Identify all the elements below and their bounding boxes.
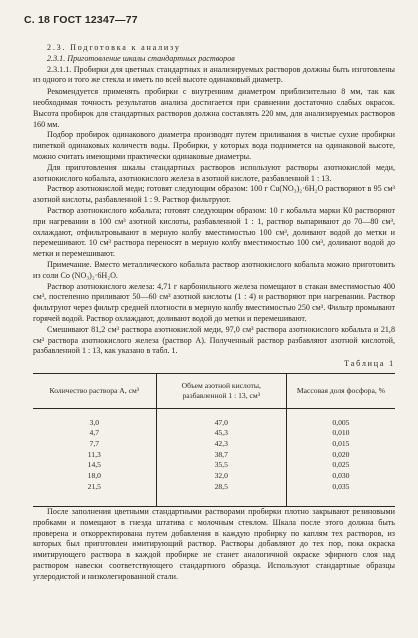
page-header: С. 18 ГОСТ 12347—77: [24, 14, 138, 26]
table-cell: 14,5: [87, 460, 101, 470]
table-cell: 0,025: [286, 460, 395, 471]
table-cell: 32,0: [156, 471, 286, 482]
table-row: [33, 449, 395, 460]
paragraph: Подбор пробирок одинакового диаметра производят путем приливания в чистые сухие пробирки пипеткой одинаковых количеств воды. Пробирки, у которых вода поднимется на одинаковой высоте, можно считать имеющими практически одинаковые диаметры.: [33, 130, 395, 161]
subsection-title: 2.3.1. Приготовление шкалы стандартных растворов: [47, 53, 235, 63]
table-cell: 0,010: [286, 428, 395, 439]
paragraph: Смешивают 81,2 см³ раствора азотнокислой меди, 97,0 см³ раствора азотнокислого кобальта и 21,8 см³ раствора азотнокислого железа (раствор А). Полученный раствор разбавляют азотной кислотой, разбавленной 1 : 13, как указано в табл. 1.: [33, 324, 395, 356]
table-row: [33, 438, 395, 449]
table-cell: 42,3: [156, 438, 286, 449]
table-caption: Таблица 1: [344, 359, 395, 369]
table-row: [33, 471, 395, 482]
paragraph: Рекомендуется применять пробирки с внутренним диаметром приблизительно 8 мм, так как необходимая точность результатов анализа достигается при сравнении достаточно слабых окрасок. Высота пробирок для стандартных растворов должна составлять 220 мм, для анализируемых растворов 160 мм.: [33, 87, 395, 129]
table-cell: 0,015: [286, 438, 395, 449]
table-header-cell: Массовая доля фосфора, %: [286, 373, 395, 408]
paragraph: Раствор азотнокислого кобальта; готовят следующим образом: 10 г кобальта марки К0 растворяют при нагревании в 100 см³ азотной кислоты, разбавленной 1 : 1, раствор выпаривают до 70—80 см³, охлаждают, отфильтровывают в мерную колбу вместимостью 100 см³, доливают водой до метки и перемешивают. 10 см³ раствора переносят в мерную колбу вместимостью 100 см³, доливают водой до метки и перемешивают.: [33, 205, 395, 259]
paragraph: Для приготовления шкалы стандартных растворов используют растворы азотнокислой меди, азотнокислого кобальта, азотнокислого железа в азотной кислоте, разбавленной 1 : 13.: [33, 162, 395, 183]
table-cell: 7,7: [89, 439, 100, 449]
section-title: 2.3. Подготовка к анализу: [47, 43, 181, 52]
table-cell: 4,7: [89, 428, 100, 438]
paragraph: Раствор азотнокислого железа: 4,71 г карбонильного железа помещают в стакан вместимостью 400 см³, постепенно приливают 50—60 см³ азотной кислоты (1 : 4) и растворяют при нагревании. Раствор фильтруют через фильтр средней плотности в мерную колбу вместимостью 250 см³. Фильтр промывают горячей водой. Раствор охлаждают, доливают водой до метки и перемешивают.: [33, 281, 395, 323]
table-cell: 45,3: [156, 428, 286, 439]
table-cell: 28,5: [156, 481, 286, 506]
table-cell: 0,005: [286, 409, 395, 428]
table-row: [33, 481, 395, 506]
paragraph: После заполнения цветными стандартными растворами пробирки плотно закрывают резиновыми пробками и помещают в гнезда штатива с молочным стеклом. Шкала после этого должна быть проверена и откорректирована путем добавления в каждую пробирку по каплям тех растворов, из которых был приготовлен имитирующий раствор. Растворы добавляют до тех пор, пока окраска имитирующего раствора в каждой пробирке не станет аналогичной окраске эфирного слоя над раствором навески соответствующего стандартного образца. Используют стандартные образцы углеродистой и низколегированной стали.: [33, 506, 395, 581]
table-cell: 38,7: [156, 449, 286, 460]
paragraph: Раствор азотнокислой меди; готовят следующим образом: 100 г Cu(NO₃)₂·6H₂O растворяют в 95 см³ азотной кислоты, разбавленной 1 : 9. Раствор фильтруют.: [33, 184, 395, 205]
table-row: [33, 409, 395, 428]
table-cell: 21,5: [33, 481, 156, 506]
table-cell: 0,020: [286, 449, 395, 460]
table-cell: 11,3: [87, 449, 101, 459]
data-table: [33, 373, 395, 507]
table-header-cell: Объем азотной кислоты, разбавленной 1 : 13, см³: [156, 373, 286, 408]
table-cell: 18,0: [87, 471, 101, 481]
table-header-cell: Количество раствора А, см³: [33, 373, 156, 408]
table-cell: 0,035: [286, 481, 395, 506]
table-cell: 35,5: [156, 460, 286, 471]
paragraph: 2.3.1.1. Пробирки для цветных стандартных и анализируемых растворов должны быть изготовлены из одного и того же стекла и иметь по всей высоте одинаковый диаметр.: [33, 64, 395, 85]
document-body: [33, 43, 395, 582]
table-cell: 0,030: [286, 471, 395, 482]
table-row: [33, 428, 395, 439]
table-cell: 47,0: [156, 409, 286, 428]
table-cell: 3,0: [89, 417, 100, 427]
table-row: [33, 460, 395, 471]
note-paragraph: Примечание. Вместо металлического кобальта раствор азотнокислого кобальта можно приготовить из соли Co (NO₃)₂·6H₂O.: [33, 259, 395, 280]
